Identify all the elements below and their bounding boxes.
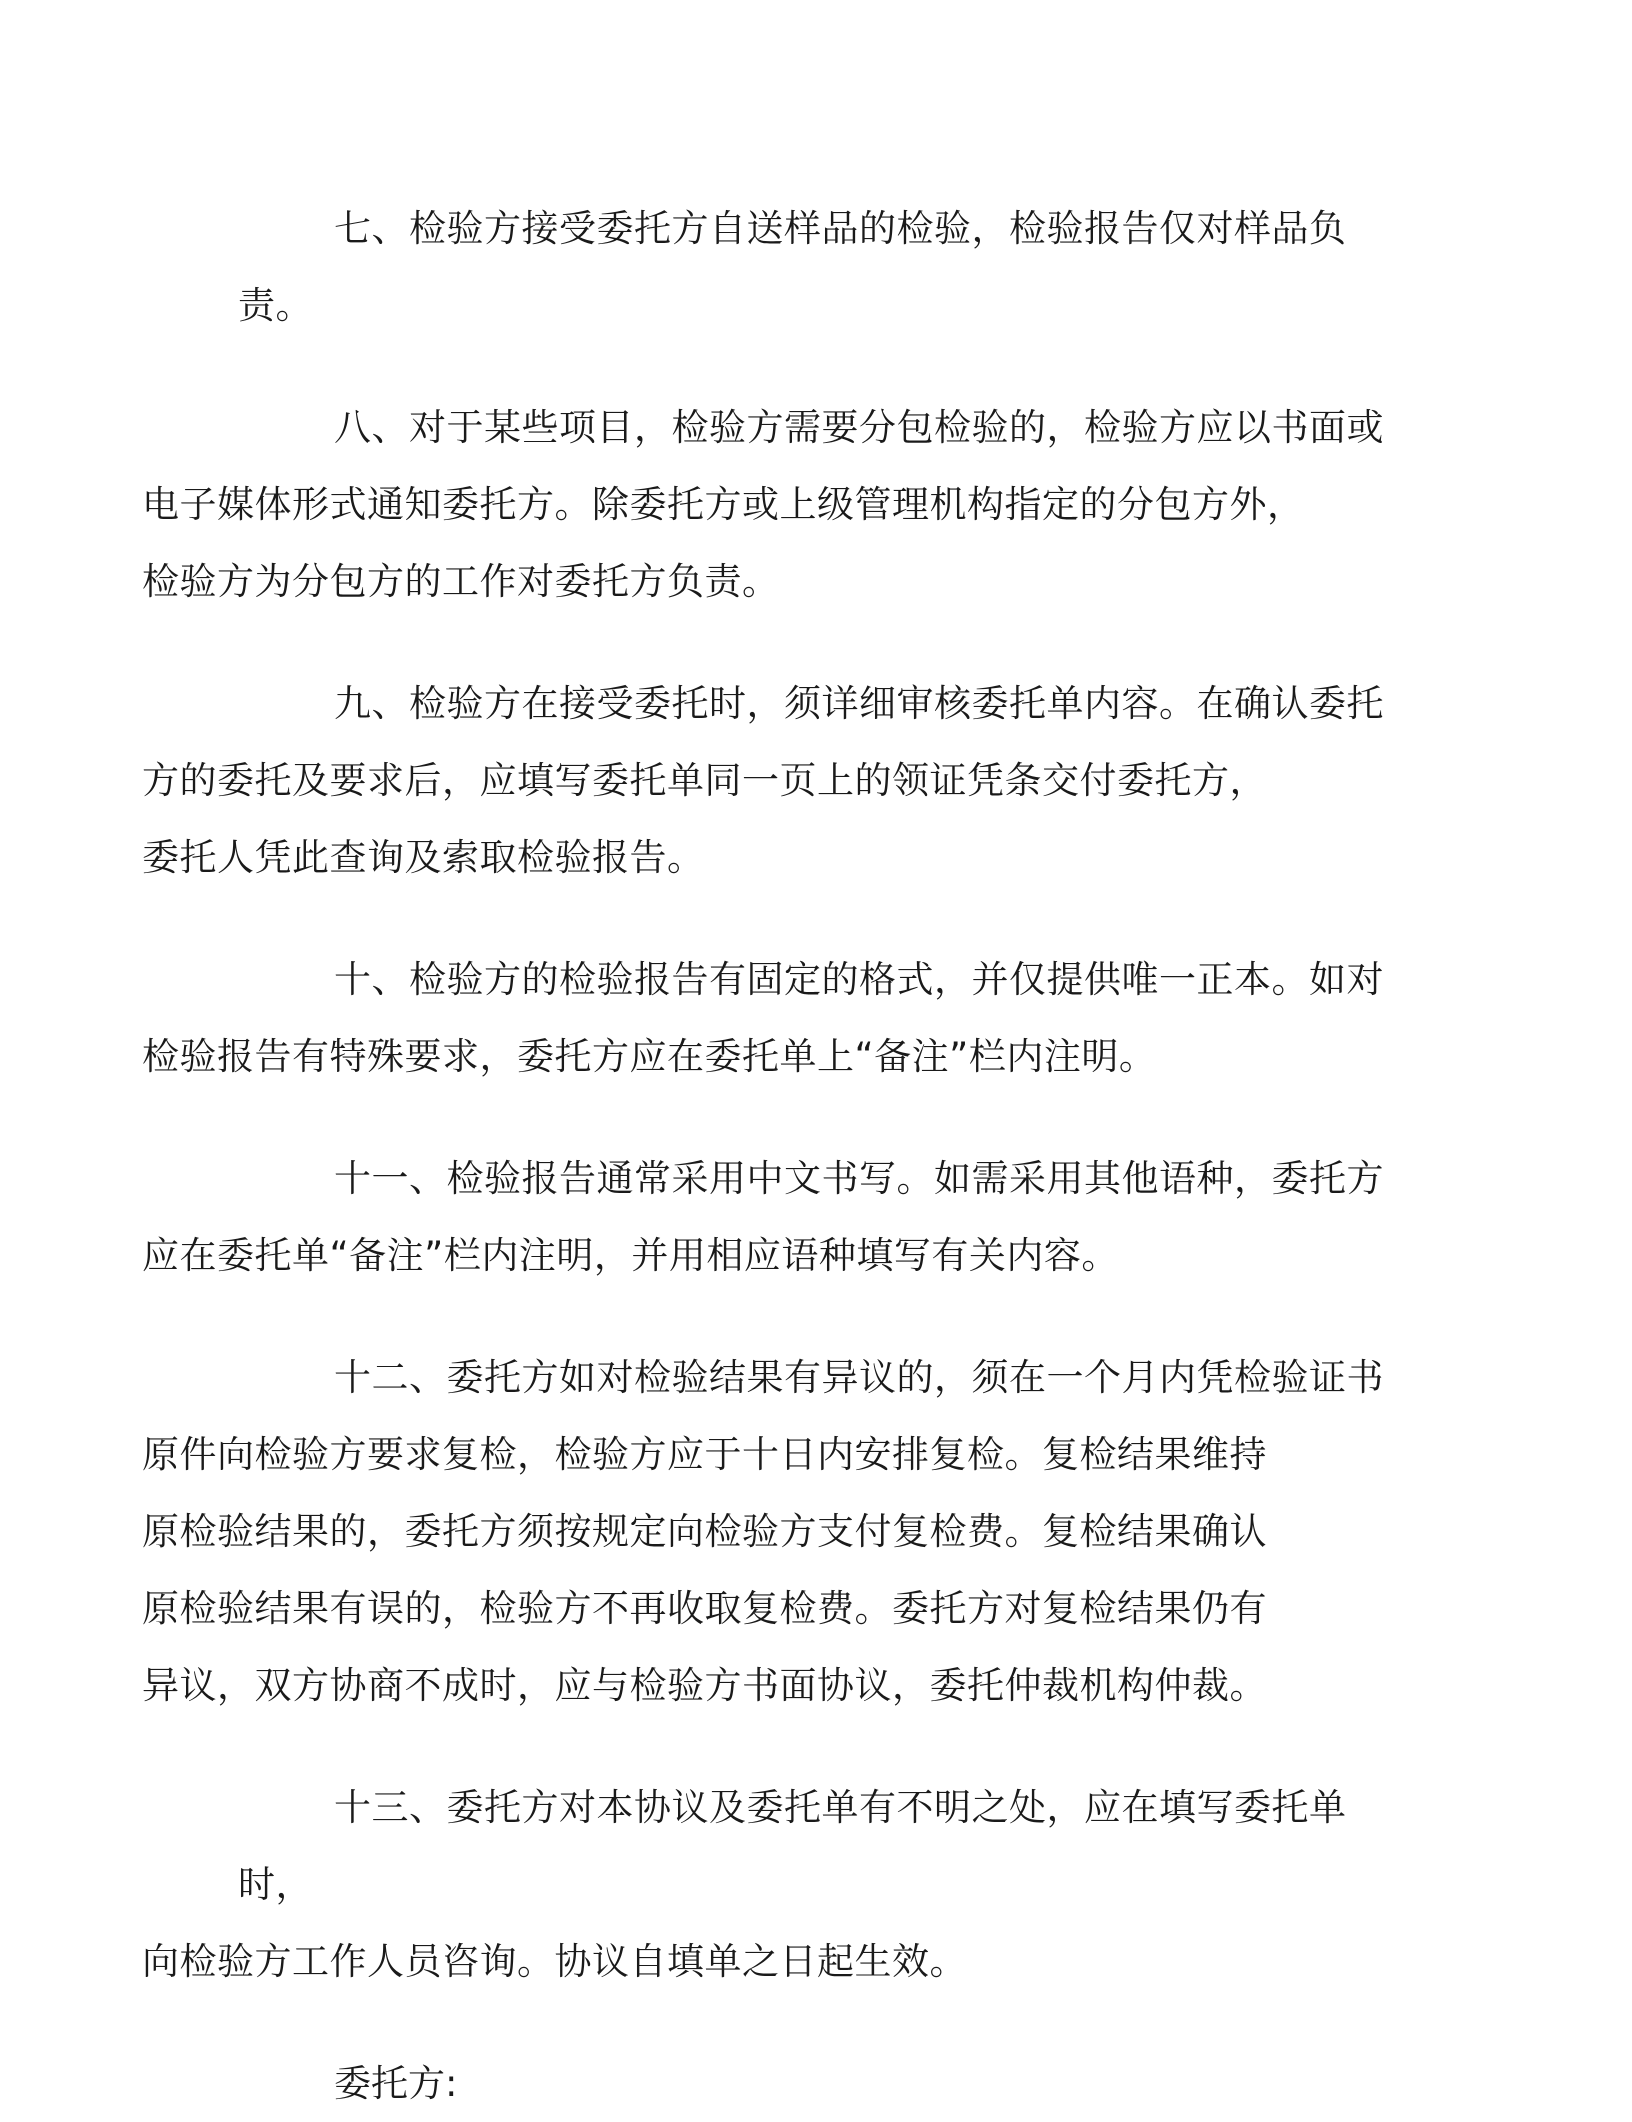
clause-11-line-1: 十一、检验报告通常采用中文书写。如需采用其他语种，委托方 [334, 1157, 1384, 1200]
clause-8-line-3: 检验方为分包方的工作对委托方负责。 [142, 560, 780, 603]
clause-9 [142, 665, 1398, 896]
clause-10-line-2: 检验报告有特殊要求，委托方应在委托单上“备注”栏内注明。 [142, 1035, 1157, 1078]
clause-12-line-2: 原件向检验方要求复检，检验方应于十日内安排复检。复检结果维持 [142, 1433, 1267, 1476]
document-body [142, 190, 1398, 2122]
clause-9-line-2: 方的委托及要求后，应填写委托单同一页上的领证凭条交付委托方， [142, 759, 1267, 802]
clause-8-line-2: 电子媒体形式通知委托方。除委托方或上级管理机构指定的分包方外， [142, 483, 1305, 526]
clause-13-line-1: 十三、委托方对本协议及委托单有不明之处，应在填写委托单时， [238, 1786, 1347, 1906]
signature-label: 委托方: [334, 2062, 458, 2105]
clause-13-line-2: 向检验方工作人员咨询。协议自填单之日起生效。 [142, 1940, 967, 1983]
clause-9-line-1: 九、检验方在接受委托时，须详细审核委托单内容。在确认委托 [334, 682, 1384, 725]
clause-12-line-3: 原检验结果的，委托方须按规定向检验方支付复检费。复检结果确认 [142, 1510, 1267, 1553]
clause-12-line-1: 十二、委托方如对检验结果有异议的，须在一个月内凭检验证书 [334, 1356, 1384, 1399]
clause-12-line-5: 异议，双方协商不成时，应与检验方书面协议，委托仲裁机构仲裁。 [142, 1664, 1267, 1707]
clause-12 [142, 1339, 1398, 1724]
clause-8 [142, 389, 1398, 620]
clause-8-line-1: 八、对于某些项目，检验方需要分包检验的，检验方应以书面或 [334, 406, 1384, 449]
clause-7-line-1: 七、检验方接受委托方自送样品的检验，检验报告仅对样品负责。 [238, 207, 1347, 327]
clause-10-line-1: 十、检验方的检验报告有固定的格式，并仅提供唯一正本。如对 [334, 958, 1384, 1001]
clause-7 [238, 190, 1398, 344]
clause-11-line-2: 应在委托单“备注”栏内注明，并用相应语种填写有关内容。 [142, 1234, 1119, 1277]
clause-9-line-3: 委托人凭此查询及索取检验报告。 [142, 836, 705, 879]
clause-13 [142, 1769, 1398, 2000]
clause-11 [142, 1140, 1398, 1294]
clause-10 [142, 941, 1398, 1095]
clause-12-line-4: 原检验结果有误的，检验方不再收取复检费。委托方对复检结果仍有 [142, 1587, 1267, 1630]
